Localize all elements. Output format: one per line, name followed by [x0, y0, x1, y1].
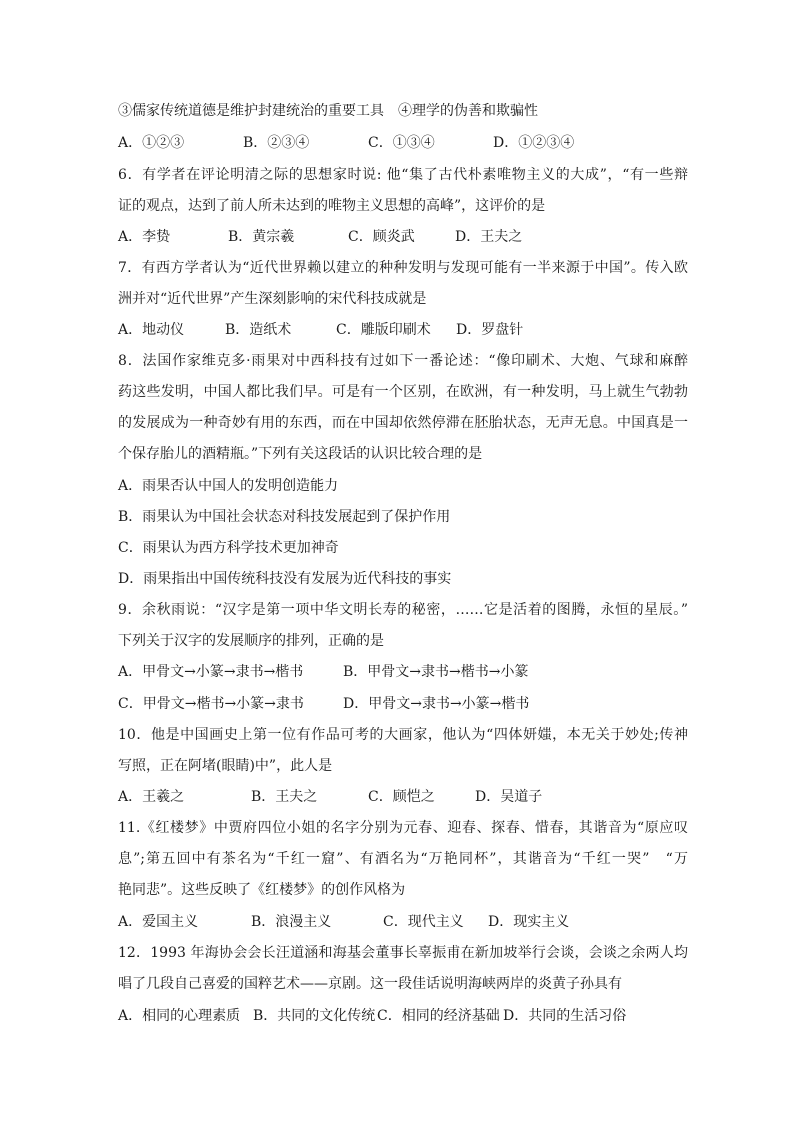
option-d: D．王夫之 — [455, 229, 523, 245]
option-b: B．造纸术 — [225, 322, 292, 338]
option-d: D．甲骨文→隶书→小篆→楷书 — [343, 696, 530, 712]
option-a: A．李贽 — [118, 229, 171, 245]
question-10-stem-line-2: 写照，正在阿堵(眼睛)中”，此人是 — [118, 758, 333, 774]
question-12-stem-line-2: 唱了几段自己喜爱的国粹艺术——京剧。这一段佳话说明海峡两岸的炎黄子孙具有 — [118, 976, 622, 992]
question-8-stem-line-3: 的发展成为一种奇妙有用的东西，而在中国却依然停滞在胚胎状态，无声无息。中国真是一 — [118, 415, 688, 431]
question-8-option-c: C．雨果认为西方科学技术更加神奇 — [118, 540, 339, 556]
option-d: D．吴道子 — [475, 789, 543, 805]
option-a: A．相同的心理素质 — [118, 1008, 241, 1024]
question-11-stem-line-1: 11.《红楼梦》中贾府四位小姐的名字分别为元春、迎春、探春、惜春，其谐音为“原应叹 — [118, 820, 688, 836]
option-c: C．雕版印刷术 — [336, 322, 431, 338]
option-b: B．浪漫主义 — [251, 914, 332, 930]
question-8-option-a: A．雨果否认中国人的发明创造能力 — [118, 478, 339, 494]
question-10-stem-line-1: 10．他是中国画史上第一位有作品可考的大画家，他认为“四体妍媸，本无关于妙处;传神 — [118, 727, 688, 743]
option-c: C．现代主义 — [383, 914, 464, 930]
option-c: C．顾恺之 — [368, 789, 435, 805]
option-a: A．地动仪 — [118, 322, 185, 338]
option-d: D．罗盘针 — [456, 322, 524, 338]
option-c: C．①③④ — [368, 135, 435, 151]
option-a: A．王羲之 — [118, 789, 185, 805]
option-d: D．共同的生活习俗 — [503, 1008, 627, 1024]
question-8-stem-line-1: 8．法国作家维克多·雨果对中西科技有过如下一番论述：“像印刷术、大炮、气球和麻醉 — [118, 353, 688, 369]
question-9-stem-line-2: 下列关于汉字的发展顺序的排列，正确的是 — [118, 633, 384, 649]
option-a: A．甲骨文→小篆→隶书→楷书 — [118, 664, 304, 680]
question-7-stem-line-1: 7．有西方学者认为“近代世界赖以建立的种种发明与发现可能有一半来源于中国”。传入欧 — [118, 260, 688, 276]
option-b: B．②③④ — [243, 135, 310, 151]
question-7-stem-line-2: 洲并对“近代世界”产生深刻影响的宋代科技成就是 — [118, 291, 427, 307]
option-c: C．顾炎武 — [348, 229, 415, 245]
question-11-stem-line-2: 息”;第五回中有茶名为“千红一窟”、有酒名为“万艳同杯”，其谐音为“千红一哭” “万 — [118, 851, 688, 867]
question-11-stem-line-3: 艳同悲”。这些反映了《红楼梦》的创作风格为 — [118, 882, 406, 898]
option-d: D．现实主义 — [488, 914, 570, 930]
question-8-option-d: D．雨果指出中国传统科技没有发展为近代科技的事实 — [118, 571, 452, 587]
question-12-stem-line-1: 12．1993 年海协会会长汪道涵和海基会董事长辜振甫在新加坡举行会谈，会谈之余两人均 — [118, 945, 688, 961]
option-c: C．甲骨文→楷书→小篆→隶书 — [118, 696, 304, 712]
option-a: A．①②③ — [118, 135, 185, 151]
question-8-stem-line-2: 药这些发明，中国人都比我们早。可是有一个区别，在欧洲，有一种发明，马上就生气勃勃 — [118, 384, 688, 400]
question-6-stem-line-2: 证的观点，达到了前人所未达到的唯物主义思想的高峰”，这评价的是 — [118, 198, 546, 214]
option-b: B．共同的文化传统 — [253, 1008, 376, 1024]
option-b: B．黄宗羲 — [228, 229, 295, 245]
question-9-stem-line-1: 9．余秋雨说：“汉字是第一项中华文明长寿的秘密，……它是活着的图腾，永恒的星辰。” — [118, 602, 688, 618]
option-a: A．爱国主义 — [118, 914, 199, 930]
prev-question-item-line: ③儒家传统道德是维护封建统治的重要工具 ④理学的伪善和欺骗性 — [118, 103, 538, 119]
option-d: D．①②③④ — [493, 135, 575, 151]
option-c: C．相同的经济基础 — [377, 1008, 500, 1024]
question-8-stem-line-4: 个保存胎儿的酒精瓶。”下列有关这段话的认识比较合理的是 — [118, 446, 483, 462]
option-b: B．甲骨文→隶书→楷书→小篆 — [343, 664, 529, 680]
option-b: B．王夫之 — [251, 789, 318, 805]
question-8-option-b: B．雨果认为中国社会状态对科技发展起到了保护作用 — [118, 509, 451, 525]
question-6-stem-line-1: 6．有学者在评论明清之际的思想家时说: 他“集了古代朴素唯物主义的大成”，“有一些辩 — [118, 167, 688, 183]
